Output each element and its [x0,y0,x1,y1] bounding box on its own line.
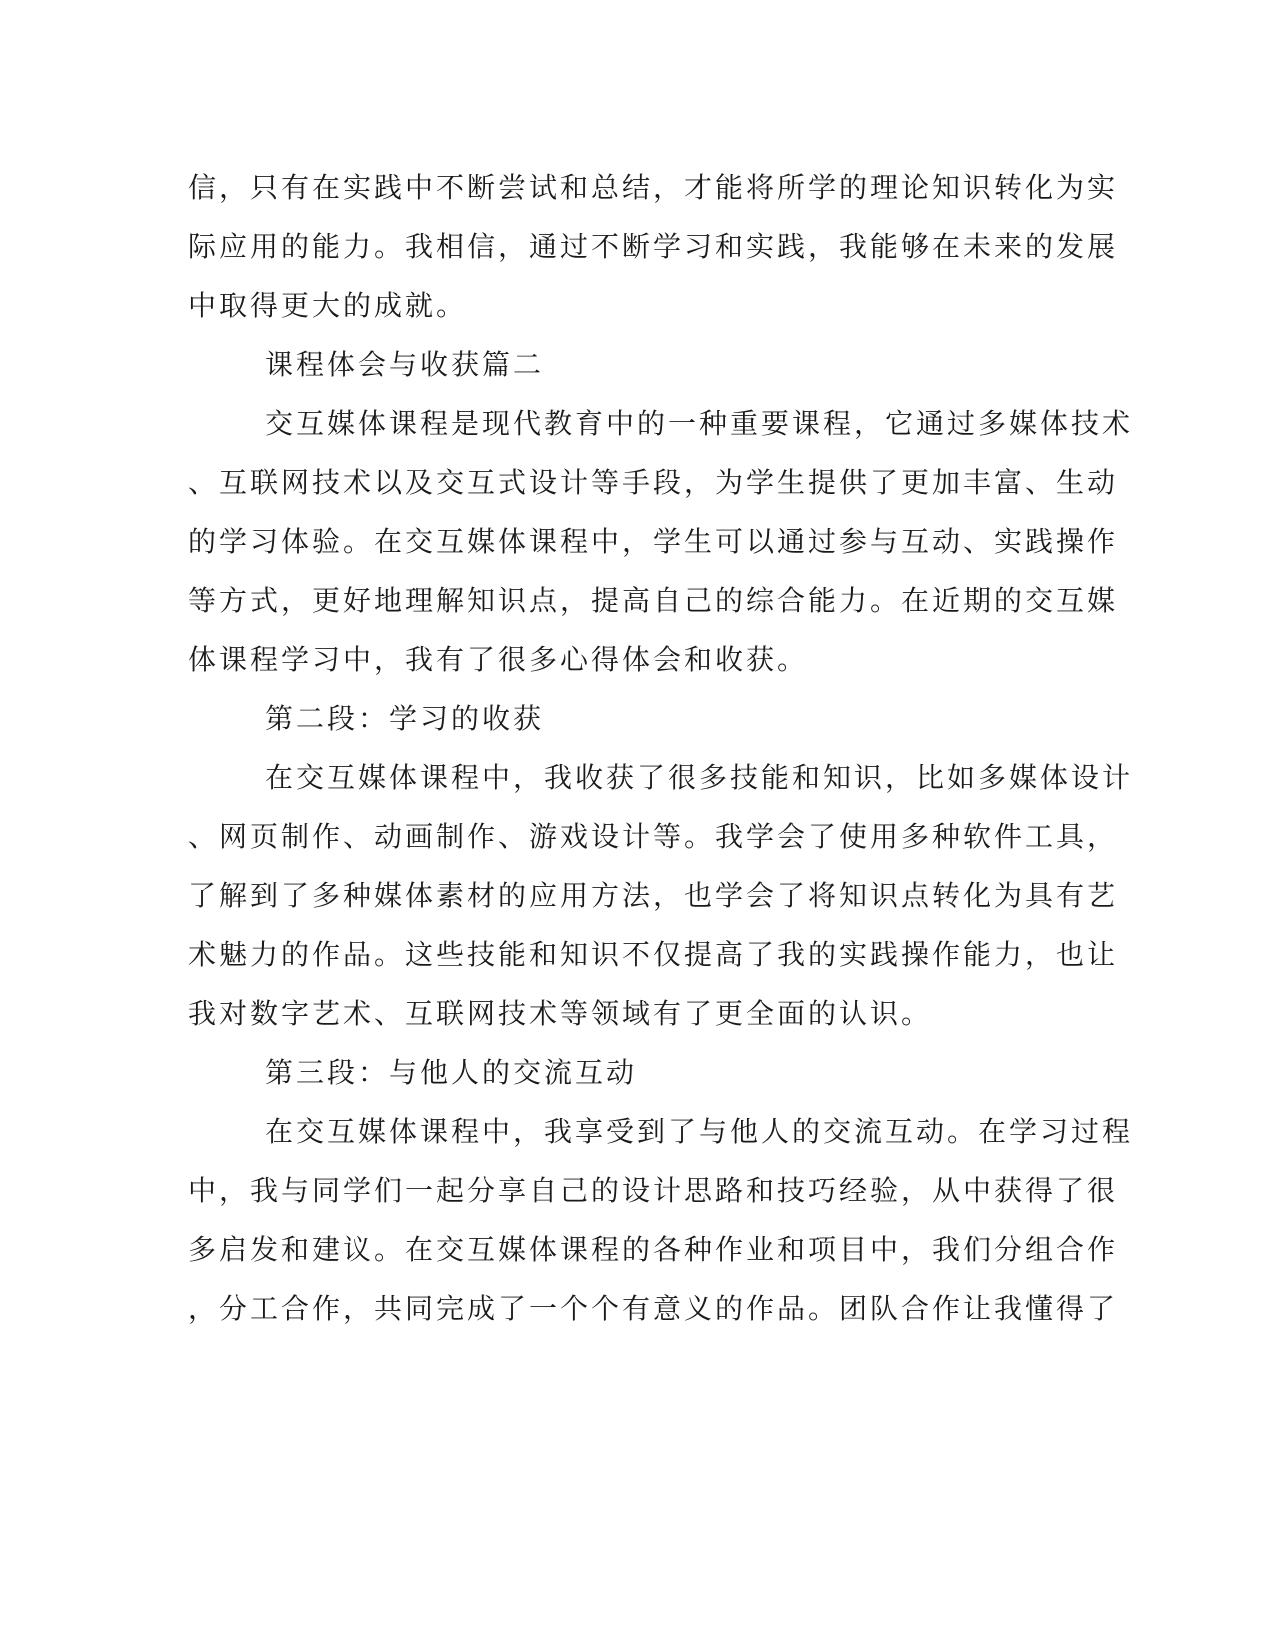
text-line: 际应用的能力。我相信，通过不断学习和实践，我能够在未来的发展 [188,230,1119,263]
text-line: 术魅力的作品。这些技能和知识不仅提高了我的实践操作能力，也让 [188,938,1119,971]
text-line: 、互联网技术以及交互式设计等手段，为学生提供了更加丰富、生动 [188,466,1119,499]
paragraph-start: 在交互媒体课程中，我收获了很多技能和知识，比如多媒体设计 [265,761,1134,794]
text-line: 、网页制作、动画制作、游戏设计等。我学会了使用多种软件工具， [188,820,1119,853]
text-line: 中取得更大的成就。 [188,289,468,322]
text-line: 信，只有在实践中不断尝试和总结，才能将所学的理论知识转化为实 [188,171,1119,204]
text-line: ，分工合作，共同完成了一个个有意义的作品。团队合作让我懂得了 [188,1292,1119,1325]
text-line: 多启发和建议。在交互媒体课程的各种作业和项目中，我们分组合作 [188,1233,1119,1266]
text-line: 中，我与同学们一起分享自己的设计思路和技巧经验，从中获得了很 [188,1174,1119,1207]
document-body [188,158,1134,1338]
section-heading: 第三段：与他人的交流互动 [265,1056,638,1089]
paragraph-start: 在交互媒体课程中，我享受到了与他人的交流互动。在学习过程 [265,1115,1134,1148]
text-line: 我对数字艺术、互联网技术等领域有了更全面的认识。 [188,997,933,1030]
text-line: 体课程学习中，我有了很多心得体会和收获。 [188,643,809,676]
section-heading: 课程体会与收获篇二 [265,348,545,381]
section-heading: 第二段：学习的收获 [265,702,545,735]
text-line: 等方式，更好地理解知识点，提高自己的综合能力。在近期的交互媒 [188,584,1119,617]
text-line: 了解到了多种媒体素材的应用方法，也学会了将知识点转化为具有艺 [188,879,1119,912]
text-line: 的学习体验。在交互媒体课程中，学生可以通过参与互动、实践操作 [188,525,1119,558]
paragraph-start: 交互媒体课程是现代教育中的一种重要课程，它通过多媒体技术 [265,407,1134,440]
